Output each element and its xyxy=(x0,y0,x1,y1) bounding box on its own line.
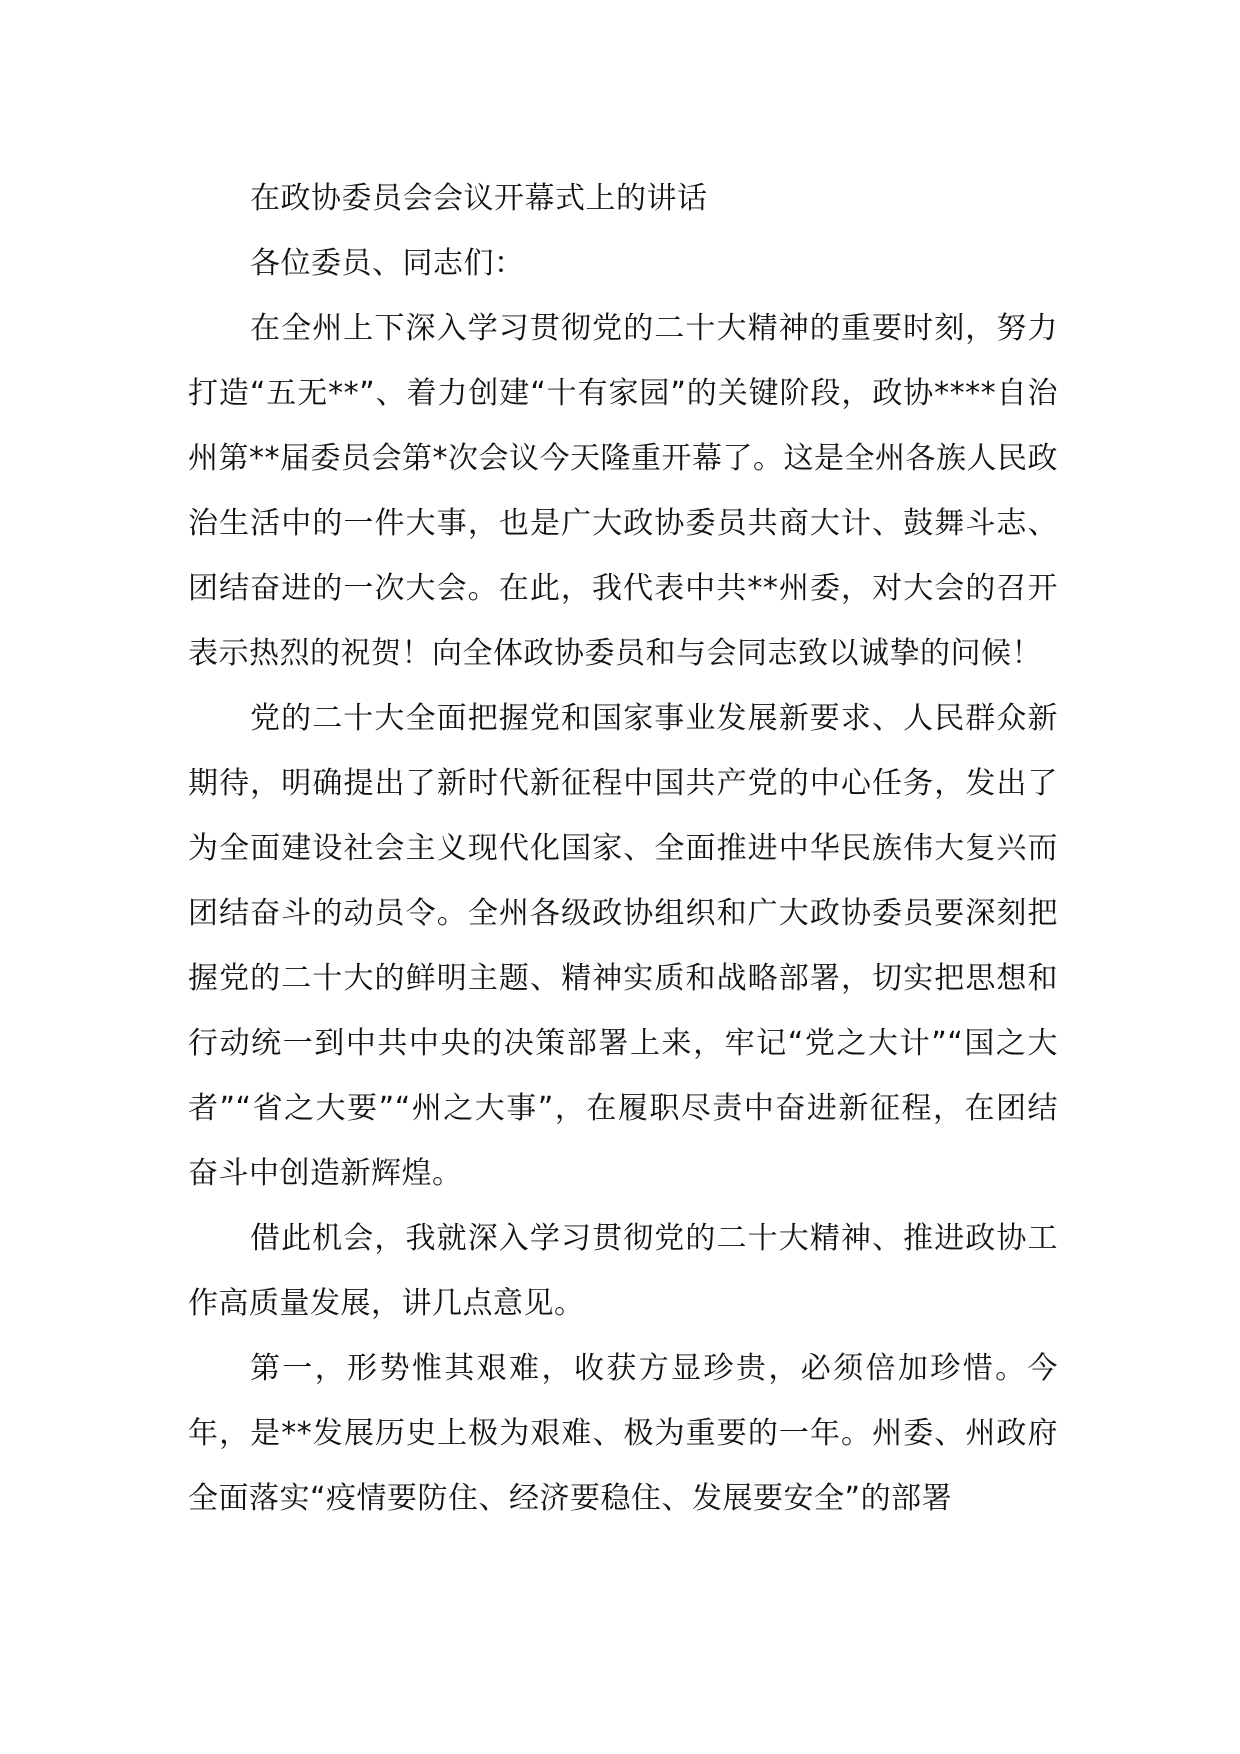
paragraph-1: 在全州上下深入学习贯彻党的二十大精神的重要时刻，努力打造“五无**”、着力创建“十有家园”的关键阶段，政协****自治州第**届委员会第*次会议今天隆重开幕了。这是全州各族人民政治生活中的一件大事，也是广大政协委员共商大计、鼓舞斗志、团结奋进的一次大会。在此，我代表中共**州委，对大会的召开表示热烈的祝贺！向全体政协委员和与会同志致以诚挚的问候！ xyxy=(188,311,1058,671)
paragraph-3: 借此机会，我就深入学习贯彻党的二十大精神、推进政协工作高质量发展，讲几点意见。 xyxy=(188,1221,1058,1321)
paragraph-2: 党的二十大全面把握党和国家事业发展新要求、人民群众新期待，明确提出了新时代新征程中国共产党的中心任务，发出了为全面建设社会主义现代化国家、全面推进中华民族伟大复兴而团结奋斗的动员令。全州各级政协组织和广大政协委员要深刻把握党的二十大的鲜明主题、精神实质和战略部署，切实把思想和行动统一到中共中央的决策部署上来，牢记“党之大计”“国之大者”“省之大要”“州之大事”，在履职尽责中奋进新征程，在团结奋斗中创造新辉煌。 xyxy=(188,701,1058,1191)
document-body xyxy=(188,166,1058,1531)
paragraph-4: 第一，形势惟其艰难，收获方显珍贵，必须倍加珍惜。今年，是**发展历史上极为艰难、极为重要的一年。州委、州政府全面落实“疫情要防住、经济要稳住、发展要安全”的部署 xyxy=(188,1351,1058,1516)
document-title: 在政协委员会会议开幕式上的讲话 xyxy=(250,181,708,216)
salutation: 各位委员、同志们： xyxy=(250,246,525,281)
